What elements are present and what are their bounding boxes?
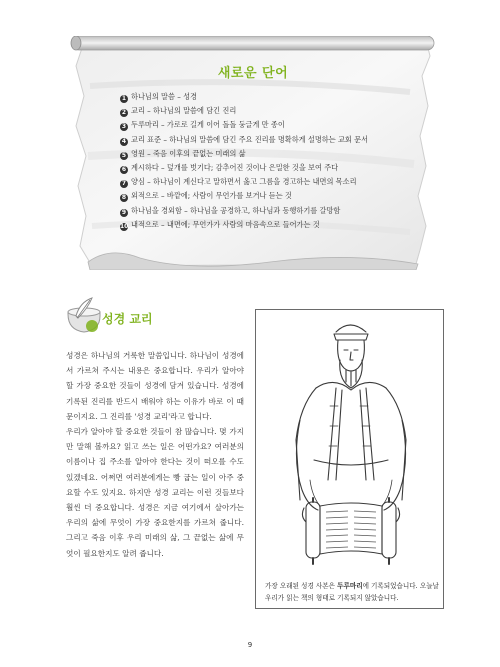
- paragraph: 성경은 하나님의 거룩한 말씀입니다. 하나님이 성경에서 가르쳐 주시는 내용은 중요합니다. 우리가 알아야 할 가장 중요한 것들이 성경에 담겨 있습니다. 성경에 기록된 진리를 반드시 배워야 하는 이유가 바로 이 때문이지요. 그 진리를 '성경 교리'라고 합니다.: [66, 351, 244, 421]
- body-text: [66, 348, 244, 561]
- vocab-item: [120, 133, 430, 147]
- vocab-item: [120, 204, 430, 218]
- vocab-item: [120, 161, 430, 175]
- vocab-text: 영원 – 죽음 이후의 끝없는 미래의 삶: [131, 148, 246, 158]
- vocab-text: 하나님을 경외함 – 하나님을 공경하고, 하나님과 동행하기를 갈망함: [131, 205, 341, 215]
- number-badge: 4: [121, 137, 127, 145]
- number-badge: 10: [120, 222, 129, 230]
- vocab-item: [120, 118, 430, 132]
- vocab-item: [120, 175, 430, 189]
- vocab-text: 교리 – 하나님의 말씀에 담긴 진리: [131, 106, 237, 116]
- number-badge: 2: [121, 109, 127, 117]
- number-badge: 5: [121, 151, 127, 159]
- vocab-item: [120, 189, 430, 203]
- number-badge: 8: [121, 194, 127, 202]
- vocabulary-title: 새로운 단어: [217, 66, 289, 81]
- vocab-text: 교리 표준 – 하나님의 말씀에 담긴 주요 진리를 명확하게 설명하는 교회 문서: [131, 134, 369, 144]
- number-badge: 6: [121, 166, 127, 174]
- section-heading: [62, 296, 242, 336]
- page-number: 9: [247, 641, 253, 649]
- vocab-item: [120, 90, 430, 104]
- vocab-text: 하나님의 말씀 – 성경: [131, 92, 197, 101]
- vocab-item: [120, 104, 430, 118]
- vocabulary-scroll: [70, 36, 436, 270]
- vocab-text: 양심 – 하나님이 계신다고 말하면서 옳고 그름을 경고하는 내면의 목소리: [131, 177, 357, 187]
- quill-paper-icon: [62, 296, 106, 336]
- caption-text: 에 기록되었습니다. 오늘날 우리가 읽는 책의 형태로 기록되지 않았습니다.: [265, 582, 439, 602]
- scribe-with-scroll-illustration: [256, 310, 444, 580]
- vocab-item: [120, 218, 430, 232]
- number-badge: 9: [121, 208, 127, 216]
- vocab-item: [120, 147, 430, 161]
- vocab-text: 내적으로 – 내면에; 무언가가 사람의 마음속으로 들어가는 것: [131, 219, 320, 229]
- number-badge: 7: [121, 180, 127, 188]
- vocab-text: 외적으로 – 바깥에; 사람이 무언가를 보거나 듣는 것: [131, 191, 292, 201]
- number-badge: 3: [121, 123, 127, 131]
- vocab-text: 계시하다 – 덮개를 벗기다; 감추어진 것이나 은밀한 것을 보여 주다: [131, 163, 339, 173]
- vocabulary-list: [120, 90, 430, 232]
- figure-caption: [265, 580, 443, 604]
- caption-bold-term: 두루마리: [337, 582, 363, 590]
- caption-text: 가장 오래된 성경 사본은: [265, 582, 338, 590]
- paragraph: 우리가 알아야 할 중요한 것들이 참 많습니다. 몇 가지만 말해 볼까요? 읽고 쓰는 일은 어떤가요? 여러분의 이름이나 집 주소를 알아야 한다는 것이 떠오를 수도 있겠네요. 어쩌면 여러분에게는 빵 굽는 일이 아주 중요할 수도 있지요. 하지만 성경 교리는 이런 것들보다 훨씬 더 중요합니다. 성경은 지금 여기에서 살아가는 우리의 삶에 무엇이 가장 중요한지를 가르쳐 줍니다. 그리고 죽음 이후 우리 미래의 삶, 그 끝없는 삶에 무엇이 필요한지도 알려 줍니다.: [66, 427, 244, 558]
- illustration-frame: [255, 309, 444, 609]
- vocab-text: 두루마리 – 가로로 길게 이어 돌돌 둥글게 만 종이: [131, 120, 285, 130]
- number-badge: 1: [121, 95, 127, 102]
- section-title: 성경 교리: [102, 312, 153, 326]
